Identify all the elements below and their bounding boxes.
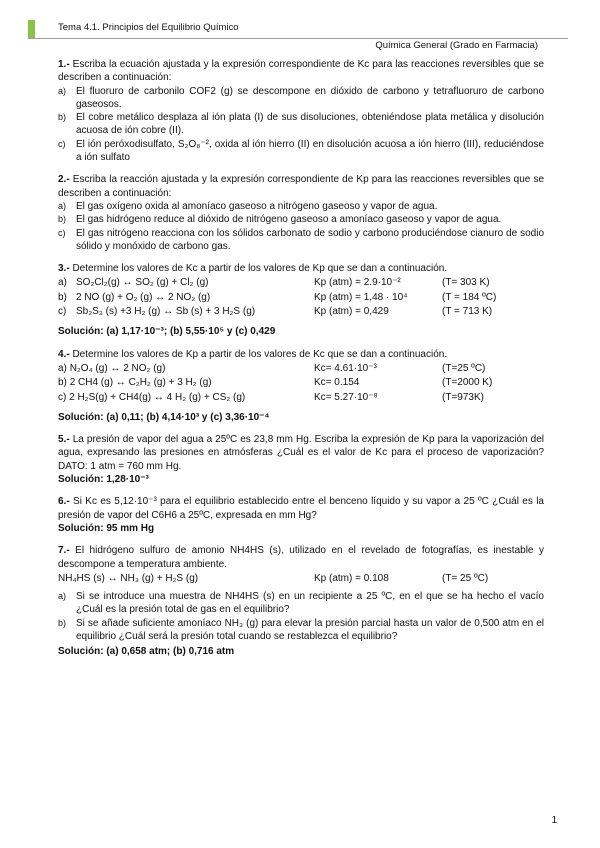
list-item: b) El cobre metálico desplaza al ión plata (I) de sus disoluciones, obteniéndose plata metálica y disolución acuosa de ión cobre (II).: [58, 112, 544, 137]
problem-7: [58, 544, 544, 658]
solution-text: Solución: 1,28·10⁻³: [58, 474, 149, 486]
reaction-row: b) 2 CH4 (g) ↔ C₂H₂ (g) + 3 H₂ (g) Kc= 0.154 (T=2000 K): [58, 377, 493, 389]
problem-2: [58, 173, 544, 253]
header-accent-bar: [28, 20, 35, 38]
problem-5: [58, 433, 544, 486]
problem-statement: 4.- Determine los valores de Kp a partir de los valores de Kc que se dan a continuación.: [58, 348, 448, 360]
reaction-row: c) Sb₂S₃ (s) +3 H₂ (g) ↔ Sb (s) + 3 H₂S (g) Kp (atm) = 0,429 (T = 713 K): [58, 306, 493, 318]
problem-1: [58, 58, 544, 164]
exercise-list: [58, 58, 544, 668]
list-item: c) El ión peróxodisulfato, S₂O₈⁻², oxida al ión hierro (II) en disolución acuosa a ión hierro (III), reduciéndose a ión sulfato: [58, 138, 544, 164]
reaction-row: c) 2 H₂S(g) + CH4(g) ↔ 4 H₂ (g) + CS₂ (g) Kc= 5.27·10⁻⁸ (T=973K): [58, 391, 484, 403]
page-number: 1: [551, 815, 557, 826]
problem-4: [58, 348, 544, 424]
problem-statement: 3.- Determine los valores de Kc a partir de los valores de Kp que se dan a continuación.: [58, 263, 448, 275]
list-item: a) Si se introduce una muestra de NH4HS (s) en un recipiente a 25 ºC, en el que se ha hecho el vacío ¿Cuál es la presión total de gas en el equilibrio?: [58, 591, 544, 616]
reaction-row: a) SO₂Cl₂(g) ↔ SO₂ (g) + Cl₂ (g) Kp (atm) = 2.9·10⁻² (T= 303 K): [58, 277, 490, 289]
list-item: a) El gas oxígeno oxida al amoníaco gaseoso a nitrógeno gaseoso y vapor de agua.: [58, 200, 438, 212]
problem-statement: 6.- Si Kc es 5,12·10⁻³ para el equilibrio establecido entre el benceno líquido y su vapor a 25 ºC ¿Cuál es la presión de vapor del C6H6 a 25ºC, expresada en mm Hg?: [58, 496, 544, 521]
problem-3: [58, 262, 544, 338]
header-course: Química General (Grado en Farmacia): [375, 40, 538, 51]
reaction-row: a) N₂O₄ (g) ↔ 2 NO₂ (g) Kc= 4.61·10⁻³ (T=25 ºC): [58, 362, 486, 374]
solution-text: Solución: (a) 1,17·10⁻³; (b) 5,55·10⁵ y (c) 0,429: [58, 326, 276, 338]
list-item: c) El gas nitrógeno reacciona con los sólidos carbonato de sodio y carbono produciéndose cianuro de sodio sólido y monóxido de carbono gas.: [58, 227, 544, 252]
solution-text: Solución: 95 mm Hg: [58, 522, 155, 534]
problem-statement: 1.- Escriba la ecuación ajustada y la expresión correspondiente de Kc para las reacciones reversibles que se describen a continuación:: [58, 59, 544, 84]
list-item: b) El gas hidrógeno reduce al dióxido de nitrógeno gaseoso a amoníaco gaseoso y vapor de agua.: [58, 214, 502, 226]
solution-text: Solución: (a) 0,11; (b) 4,14·10³ y (c) 3,36·10⁻⁴: [58, 411, 270, 423]
header-topic: Tema 4.1. Principios del Equilibrio Químico: [58, 22, 239, 33]
header-divider: [28, 38, 568, 39]
problem-statement: 7.- El hidrógeno sulfuro de amonio NH4HS (s), utilizado en el revelado de fotografías, es inestable y descompone a temperatura ambiente.: [58, 545, 544, 570]
problem-6: [58, 495, 544, 535]
problem-statement: 2.- Escriba la reacción ajustada y la expresión correspondiente de Kp para las reacciones reversibles que se describen a continuación:: [58, 174, 545, 199]
list-item: a) El fluoruro de carbonilo COF2 (g) se descompone en dióxido de carbono y tetrafluoruro de carbono gaseosos.: [58, 85, 544, 110]
list-item: b) Si se añade suficiente amoníaco NH₃ (g) para elevar la presión parcial hasta un valor de 0,500 atm en el equilibrio ¿Cuál será la presión total cuando se restablezca el equilibrio?: [58, 617, 544, 642]
reaction-row: NH₄HS (s) ↔ NH₃ (g) + H₂S (g) Kp (atm) = 0.108 (T= 25 ºC): [58, 572, 489, 584]
solution-text: Solución: (a) 0,658 atm; (b) 0,716 atm: [58, 646, 235, 658]
problem-statement: 5.- La presión de vapor del agua a 25ºC es 23,8 mm Hg. Escriba la expresión de Kp para la vaporización del agua, expresando las presiones en atmósferas ¿Cuál es el valor de Kc para el proceso de vaporización? DATO: 1 atm = 760 mm Hg.: [58, 434, 545, 472]
reaction-row: b) 2 NO (g) + O₂ (g) ↔ 2 NO₂ (g) Kp (atm) = 1,48 · 10⁴ (T = 184 ºC): [58, 291, 497, 303]
